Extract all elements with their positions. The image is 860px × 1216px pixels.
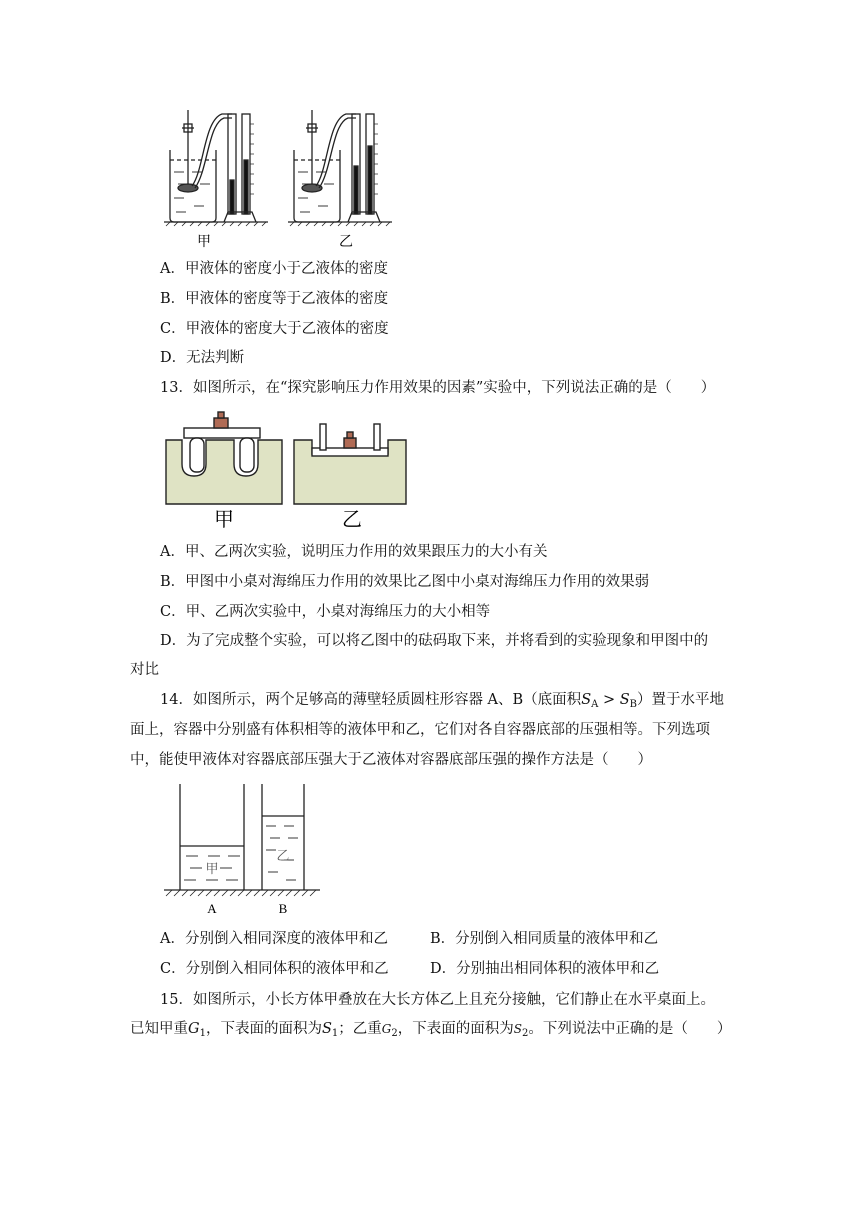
- q13-option-a: A．甲、乙两次实验，说明压力作用的效果跟压力的大小有关: [160, 544, 548, 560]
- q12-option-d: D．无法判断: [160, 350, 245, 366]
- q13-label-right: 乙: [342, 507, 362, 531]
- q15-sub-g1: 1: [199, 1028, 206, 1039]
- q12-label-left: 甲: [197, 234, 211, 250]
- q14-gt: >: [598, 692, 620, 708]
- q14-stem-line3: 中，能使甲液体对容器底部压强大于乙液体对容器底部压强的操作方法是（ ）: [130, 752, 652, 768]
- q15-stem-line1: 15．如图所示，小长方体甲叠放在大长方体乙上且充分接触，它们静止在水平桌面上。: [160, 992, 715, 1008]
- q14-stem-line2: 面上，容器中分别盛有体积相等的液体甲和乙，它们对各自容器底部的压强相等。下列选项: [130, 722, 710, 738]
- q14-liquid-right-label: 乙: [276, 849, 290, 864]
- q13-option-c: C．甲、乙两次实验中，小桌对海绵压力的大小相等: [160, 604, 491, 620]
- q13-option-b: B．甲图中小桌对海绵压力作用的效果比乙图中小桌对海绵压力作用的效果弱: [160, 574, 650, 590]
- q14-symbol-s-a: S: [581, 692, 592, 708]
- q15-text-e: 。下列说法中正确的是（ ）: [528, 1021, 732, 1037]
- q15-symbol-g2: G: [381, 1022, 392, 1036]
- q15-sub-s1: 1: [331, 1028, 339, 1039]
- q12-label-right: 乙: [339, 234, 353, 250]
- q14-sub-b: B: [629, 699, 638, 710]
- q12-apparatus-left: [164, 110, 268, 226]
- q15-text-a: 已知甲重: [130, 1021, 188, 1037]
- q13-option-d-cont: 对比: [130, 662, 159, 678]
- q14-container-b: [262, 784, 304, 890]
- q12-option-b: B．甲液体的密度等于乙液体的密度: [160, 291, 389, 307]
- q12-figure: [160, 100, 400, 250]
- q14-liquid-left-label: 甲: [205, 862, 219, 877]
- q15-symbol-g1: G: [188, 1021, 200, 1037]
- q12-apparatus-right: [288, 110, 392, 226]
- q15-text-d: ，下表面的面积为: [397, 1021, 514, 1037]
- q14-stem-part2: ）置于水平地: [637, 692, 725, 708]
- q13-option-d: D．为了完成整个实验，可以将乙图中的砝码取下来，并将看到的实验现象和甲图中的: [160, 633, 709, 649]
- q14-option-d: D．分别抽出相同体积的液体甲和乙: [430, 961, 660, 977]
- q14-label-b: B: [278, 901, 288, 916]
- q13-stem: 13．如图所示，在“探究影响压力作用效果的因素”实验中，下列说法正确的是（ ）: [160, 380, 716, 396]
- q13-label-left: 甲: [214, 507, 234, 531]
- q15-symbol-s2: S: [513, 1022, 522, 1036]
- q14-label-a: A: [207, 901, 217, 916]
- q14-option-c: C．分别倒入相同体积的液体甲和乙: [160, 961, 389, 977]
- q15-text-c: ；乙重: [338, 1021, 382, 1037]
- q14-ground: [164, 890, 320, 896]
- q13-sponge-left: [166, 412, 282, 504]
- q15-symbol-s1: S: [321, 1021, 332, 1037]
- q15-sub-s2: 2: [521, 1028, 529, 1039]
- q14-stem-part1: 14．如图所示，两个足够高的薄壁轻质圆柱形容器 A、B（底面积: [160, 692, 582, 708]
- q14-option-a: A．分别倒入相同深度的液体甲和乙: [160, 931, 388, 947]
- q15-text-b: ，下表面的面积为: [205, 1021, 322, 1037]
- q13-figure: [162, 408, 414, 532]
- q15-sub-g2: 2: [391, 1028, 398, 1039]
- q15-stem-line2: [130, 1018, 731, 1045]
- q14-figure: [160, 780, 326, 920]
- q14-option-b: B．分别倒入相同质量的液体甲和乙: [430, 931, 659, 947]
- q13-sponge-right: [294, 424, 406, 504]
- q14-stem-line1: [160, 689, 724, 716]
- q12-option-a: A．甲液体的密度小于乙液体的密度: [160, 261, 388, 277]
- q14-symbol-s-b: S: [619, 692, 630, 708]
- q12-option-c: C．甲液体的密度大于乙液体的密度: [160, 321, 389, 337]
- q14-sub-a: A: [591, 699, 599, 710]
